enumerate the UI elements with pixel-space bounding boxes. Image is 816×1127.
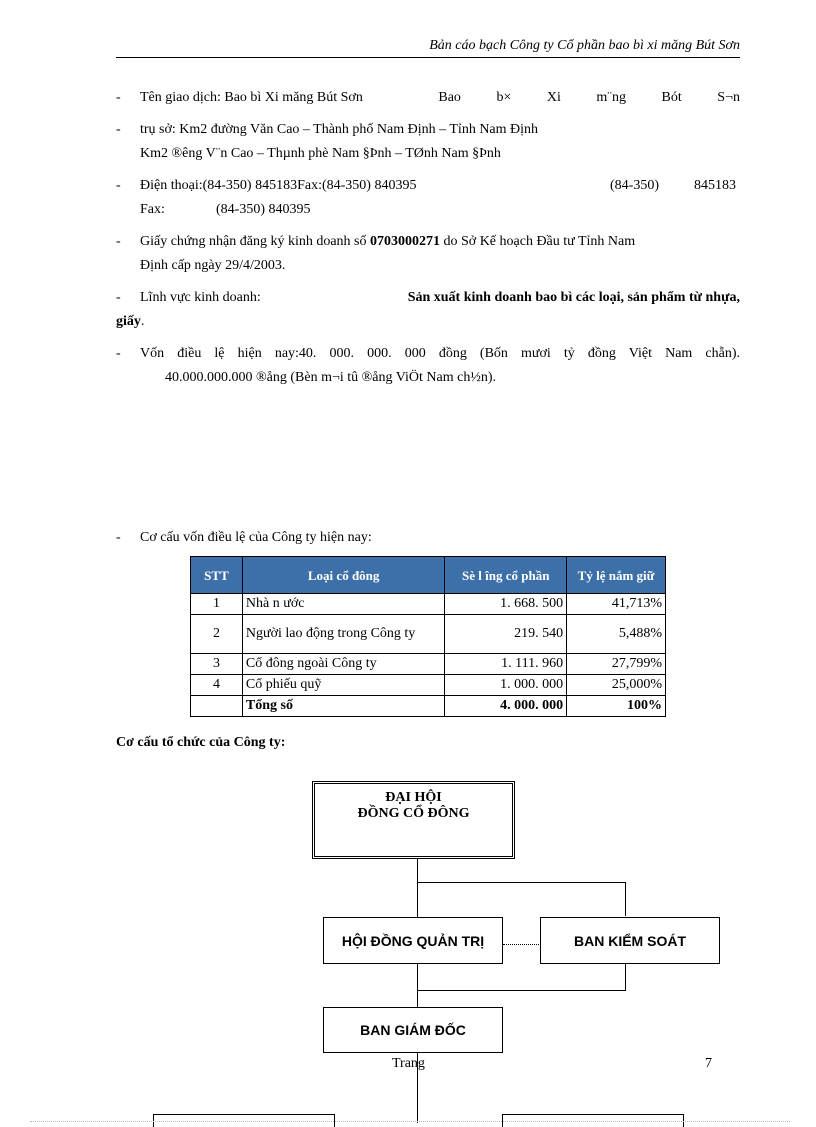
bullet-dash: -	[116, 290, 121, 305]
page-number: 7	[705, 1056, 712, 1071]
business-label: Lĩnh vực kinh doanh:	[140, 290, 261, 305]
cell-type: Nhà n ước	[242, 594, 444, 615]
cell-shares: 1. 000. 000	[445, 675, 567, 696]
agm-box	[312, 781, 515, 859]
cell-shares: 1. 668. 500	[445, 594, 567, 615]
org-heading: Cơ cấu tổ chức của Công ty:	[116, 735, 286, 750]
phone-dup-b: 845183	[694, 178, 736, 193]
business-period: .	[140, 314, 145, 329]
connector-top-horizontal	[417, 882, 625, 883]
page-bottom-rule	[30, 1121, 790, 1122]
fax-value: (84-350) 840395	[216, 202, 311, 217]
trade-name-garbled-2: Xi	[546, 90, 561, 105]
license-line2: Định cấp ngày 29/4/2003.	[140, 258, 286, 273]
cell-ratio: 27,799%	[567, 654, 666, 675]
bullet-dash: -	[116, 122, 121, 137]
phone-label: Điện thoại:(84-350) 845183Fax:(84-350) 840395	[140, 178, 417, 193]
trade-name-garbled-5: S¬n	[717, 90, 740, 105]
page-header-title: Bản cáo bạch Công ty Cổ phần bao bì xi măng Bút Sơn	[429, 38, 740, 53]
cell-shares: 4. 000. 000	[445, 696, 567, 717]
col-header-shares: Sè l îng cổ phần	[445, 557, 567, 594]
board-box: HỘI ĐỒNG QUẢN TRỊ	[323, 917, 503, 964]
address-label: trụ sở: Km2 đường Văn Cao – Thành phố Nam Định – Tỉnh Nam Định	[140, 122, 539, 137]
cell-stt: 1	[191, 594, 243, 615]
agm-title-l1: ĐẠI HỘI	[385, 790, 442, 805]
cell-shares: 219. 540	[445, 615, 567, 654]
trade-name-garbled-1: b×	[496, 90, 512, 105]
trade-name-garbled-3: m¨ng	[596, 90, 626, 105]
capital-garbled: 40.000.000.000 ®ång (Bèn m¬i tû ®ång ViÖt Nam ch½n).	[165, 370, 496, 385]
cell-type: Cổ phiếu quỹ	[242, 675, 444, 696]
license-post: do Sở Kế hoạch Đầu tư Tỉnh Nam	[440, 234, 636, 249]
cell-type: Người lao động trong Công ty	[242, 615, 444, 654]
trade-name-garbled-4: Bót	[661, 90, 682, 105]
management-box: BAN GIÁM ĐỐC	[323, 1007, 503, 1053]
phone-dup-a: (84-350)	[610, 178, 659, 193]
cell-stt: 4	[191, 675, 243, 696]
fax-label: Fax:	[140, 202, 165, 217]
col-header-type: Loại cổ đông	[242, 557, 444, 594]
capital-structure-table	[190, 556, 666, 717]
connector-supervisory-top	[625, 882, 626, 916]
col-header-ratio: Tỷ lệ nắm giữ	[567, 557, 666, 594]
col-header-stt: STT	[191, 557, 243, 594]
connector-supervisory-bottom	[625, 963, 626, 991]
agm-title-l2: ĐỒNG CỔ ĐÔNG	[357, 806, 470, 821]
table-header-row	[191, 557, 666, 594]
cell-type: Tổng số	[242, 696, 444, 717]
bullet-dash: -	[116, 90, 121, 105]
supervisory-box: BAN KIỂM SOÁT	[540, 917, 720, 964]
cell-ratio: 5,488%	[567, 615, 666, 654]
address-garbled: Km2 ®êng V¨n Cao – Thµnh phè Nam §Þnh – TØnh Nam §Þnh	[140, 146, 501, 161]
table-row	[191, 654, 666, 675]
cell-ratio: 41,713%	[567, 594, 666, 615]
footer-label: Trang	[392, 1056, 425, 1071]
business-line2	[116, 314, 144, 330]
cell-ratio: 25,000%	[567, 675, 666, 696]
table-total-row	[191, 696, 666, 717]
bullet-dash: -	[116, 346, 121, 361]
connector-dotted	[503, 944, 541, 945]
trade-name-line	[140, 90, 740, 106]
cell-ratio: 100%	[567, 696, 666, 717]
header-divider	[116, 57, 740, 58]
bullet-dash: -	[116, 234, 121, 249]
license-line	[140, 234, 635, 250]
cell-stt: 2	[191, 615, 243, 654]
cell-stt: 3	[191, 654, 243, 675]
capital-label: Vốn điều lệ hiện nay:40. 000. 000. 000 đồng (Bốn mươi tỷ đồng Việt Nam chẵn).	[140, 346, 740, 361]
bullet-dash: -	[116, 530, 121, 545]
table-row	[191, 675, 666, 696]
trade-name-label: Tên giao dịch: Bao bì Xi măng Bút Sơn	[140, 90, 363, 105]
cell-type: Cổ đông ngoài Công ty	[242, 654, 444, 675]
structure-label: Cơ cấu vốn điều lệ của Công ty hiện nay:	[140, 530, 372, 545]
table-row	[191, 615, 666, 654]
cell-stt	[191, 696, 243, 717]
business-value-l2: giấy	[116, 314, 141, 329]
license-number: 0703000271	[370, 234, 440, 249]
table-row	[191, 594, 666, 615]
trade-name-garbled-0: Bao	[438, 90, 461, 105]
connector-bottom-horizontal	[417, 990, 626, 991]
license-pre: Giấy chứng nhận đăng ký kinh doanh số	[140, 234, 370, 249]
business-value-l1: Sản xuất kinh doanh bao bì các loại, sản phẩm từ nhựa,	[407, 290, 740, 305]
cell-shares: 1. 111. 960	[445, 654, 567, 675]
bullet-dash: -	[116, 178, 121, 193]
